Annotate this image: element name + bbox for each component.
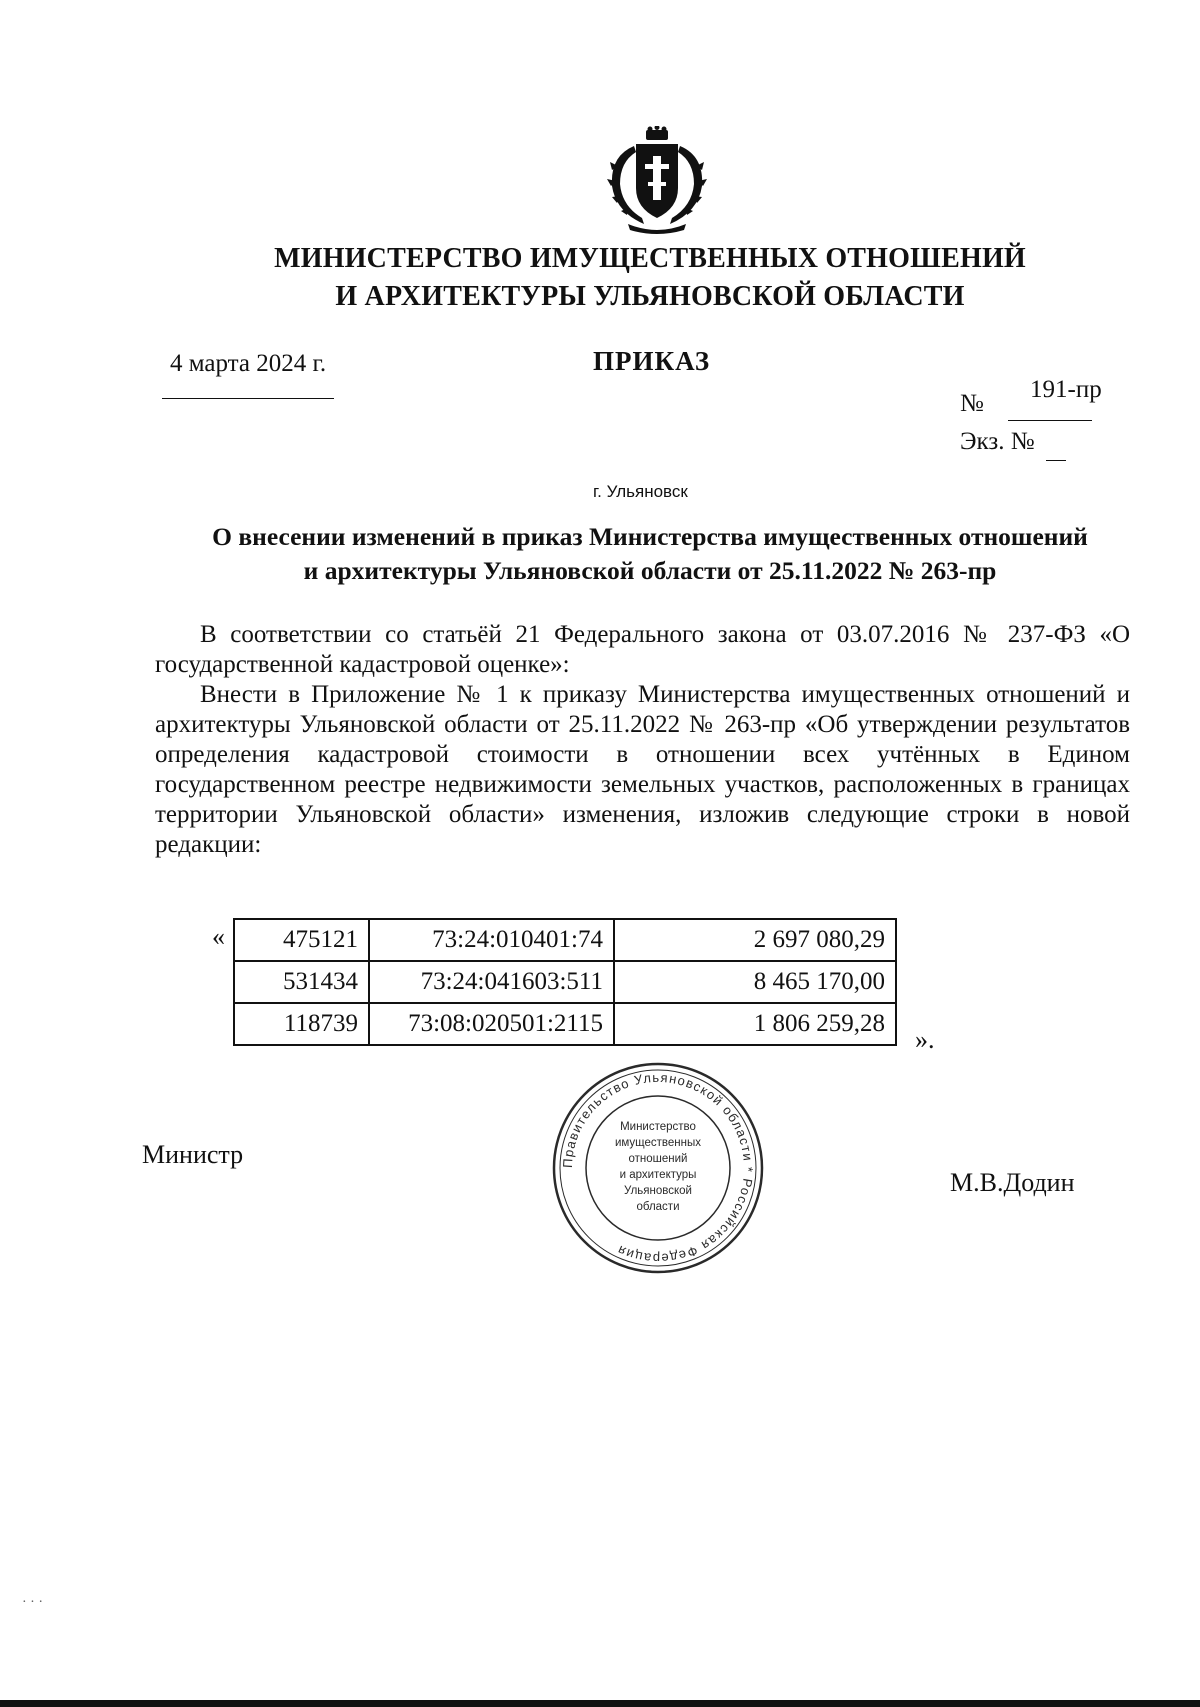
svg-text:Правительство Ульяновской обла xyxy=(560,1070,756,1266)
row-id: 118739 xyxy=(234,1003,369,1045)
body-paragraph-1: В соответствии со статьёй 21 Федерального закона от 03.07.2016 № 237-ФЗ «О государственной кадастровой оценке»: xyxy=(155,621,1130,678)
seal-center-line: отношений xyxy=(628,1153,688,1165)
copy-number-underline xyxy=(1046,460,1066,461)
order-date: 4 марта 2024 г. xyxy=(170,350,327,377)
cadastral-number: 73:24:010401:74 xyxy=(369,919,614,961)
cadastral-number: 73:08:020501:2115 xyxy=(369,1003,614,1045)
signer-role: Министр xyxy=(142,1140,244,1169)
doc-type-title: ПРИКАЗ xyxy=(593,346,711,376)
seal-center-line: области xyxy=(636,1201,680,1213)
cadastral-value: 2 697 080,29 xyxy=(614,919,896,961)
signer-name: М.В.Додин xyxy=(950,1168,1075,1197)
cadastral-number: 73:24:041603:511 xyxy=(369,961,614,1003)
order-body xyxy=(155,620,1130,860)
table-row xyxy=(234,1003,896,1045)
cadastral-value: 8 465 170,00 xyxy=(614,961,896,1003)
seal-center-line: Министерство xyxy=(620,1121,696,1133)
row-id: 531434 xyxy=(234,961,369,1003)
seal-center-line: и архитектуры xyxy=(619,1169,697,1181)
date-underline xyxy=(162,398,334,399)
ministry-name xyxy=(150,240,1150,316)
subject-line2: и архитектуры Ульяновской области от 25.11.2022 № 263-пр xyxy=(303,556,997,585)
seal-center-line: имущественных xyxy=(614,1137,702,1149)
table-close-quote: ». xyxy=(915,1025,935,1054)
official-round-seal-icon xyxy=(548,1058,768,1278)
order-number: 191-пр xyxy=(1030,376,1102,403)
order-subject xyxy=(150,520,1150,588)
seal-center-line: Ульяновской xyxy=(624,1185,692,1197)
cadastral-value: 1 806 259,28 xyxy=(614,1003,896,1045)
cadastral-value-table xyxy=(233,918,897,1046)
number-underline xyxy=(1008,420,1092,421)
ministry-line1: МИНИСТЕРСТВО ИМУЩЕСТВЕННЫХ ОТНОШЕНИЙ xyxy=(274,243,1026,274)
copy-number-label: Экз. № xyxy=(960,428,1035,455)
ministry-line2: И АРХИТЕКТУРЫ УЛЬЯНОВСКОЙ ОБЛАСТИ xyxy=(335,281,965,312)
scan-bottom-edge xyxy=(0,1700,1200,1707)
number-label: № xyxy=(960,390,984,417)
subject-line1: О внесении изменений в приказ Министерства имущественных отношений xyxy=(212,522,1088,551)
row-id: 475121 xyxy=(234,919,369,961)
ulyanovsk-coat-of-arms-icon xyxy=(598,126,716,236)
table-open-quote: « xyxy=(212,922,225,951)
table-row xyxy=(234,961,896,1003)
table-row xyxy=(234,919,896,961)
city: г. Ульяновск xyxy=(593,482,688,501)
seal-ring-text: Правительство Ульяновской области * Российская Федерация xyxy=(559,1069,757,1267)
body-paragraph-2: Внести в Приложение № 1 к приказу Министерства имущественных отношений и архитектуры Ульяновской области от 25.11.2022 № 263-пр «Об утверждении результатов определения кадастровой стоимости в отношении всех учтённых в Едином государственном реестре недвижимости земельных участков, расположенных в границах территории Ульяновской области» изменения, изложив следующие строки в новой редакции: xyxy=(155,681,1130,858)
scan-artifact: · · · xyxy=(22,1595,43,1610)
